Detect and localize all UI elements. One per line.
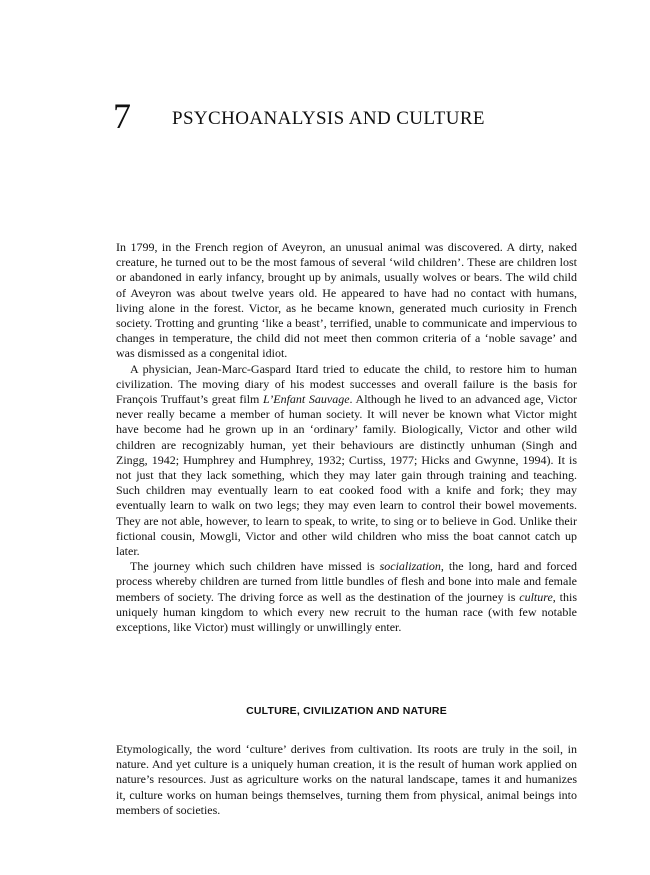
- chapter-heading: [113, 96, 553, 136]
- section-paragraph-1: Etymologically, the word ‘culture’ derives from cultivation. Its roots are truly in the soil, in nature. And yet culture is a uniquely human creation, it is the result of human work applied on nature’s resources. Just as agriculture works on the natural landscape, tames it and humanizes it, culture works on human beings themselves, turning them from physical, animal beings into members of societies.: [116, 742, 577, 817]
- paragraph-3-text-b: , the long, hard and forced process whereby children are turned from little bundles of flesh and bone into male and female members of society. The driving force as well as the destination of the journey is: [116, 559, 577, 604]
- term-socialization: socialization: [379, 559, 441, 574]
- term-culture: culture: [519, 589, 553, 604]
- section-body: [116, 742, 577, 818]
- paragraph-3-text-c: , this uniquely human kingdom to which every new recruit to the human race (with few notable exceptions, like Victor) must willingly or unwillingly enter.: [116, 589, 578, 635]
- paragraph-3-text-a: The journey which such children have missed is: [130, 559, 380, 574]
- chapter-number: 7: [113, 96, 131, 136]
- chapter-title: PSYCHOANALYSIS AND CULTURE: [172, 108, 485, 129]
- section-heading: CULTURE, CIVILIZATION AND NATURE: [246, 705, 447, 717]
- paragraph-2-text-a: A physician, Jean-Marc-Gaspard Itard tried to educate the child, to restore him to human civilization. The moving diary of his modest successes and overall failure is the basis for François Truffaut’s great film: [116, 361, 577, 407]
- paragraph-2-text-b: . Although he lived to an advanced age, Victor never really became a member of human society. It will never be known what Victor might have become had he grown up in an ‘ordinary’ family. Biologically, Victor and other wild children are recognizably human, yet their behaviours are distinctly unhuman (Singh and Zingg, 1942; Humphrey and Humphrey, 1932; Curtiss, 1977; Hicks and Gwynne, 1994). It is not just that they lack something, which they may later gain through training and teaching. Such children may eventually learn to eat cooked food with a knife and fork; they may eventually learn to walk on two legs; they may even learn to control their bowel movements. They are not able, however, to learn to speak, to write, to sing or to believe in God. Unlike their fictional cousin, Mowgli, Victor and other wild children who miss the boat cannot catch up later.: [116, 392, 578, 559]
- film-title: L’Enfant Sauvage: [263, 392, 350, 407]
- chapter-body: [116, 240, 577, 635]
- paragraph-2: [116, 362, 577, 560]
- paragraph-1: In 1799, in the French region of Aveyron, an unusual animal was discovered. A dirty, naked creature, he turned out to be the most famous of several ‘wild children’. These are children lost or abandoned in early infancy, brought up by animals, usually wolves or bears. The wild child of Aveyron was about twelve years old. He appeared to have had no contact with humans, living alone in the forest. Victor, as he became known, generated much curiosity in French society. Trotting and grunting ‘like a beast’, terrified, unable to communicate and impervious to changes in temperature, the child did not meet then common criteria of a ‘noble savage’ and was dismissed as a congenital idiot.: [116, 240, 577, 361]
- paragraph-3: [116, 559, 577, 635]
